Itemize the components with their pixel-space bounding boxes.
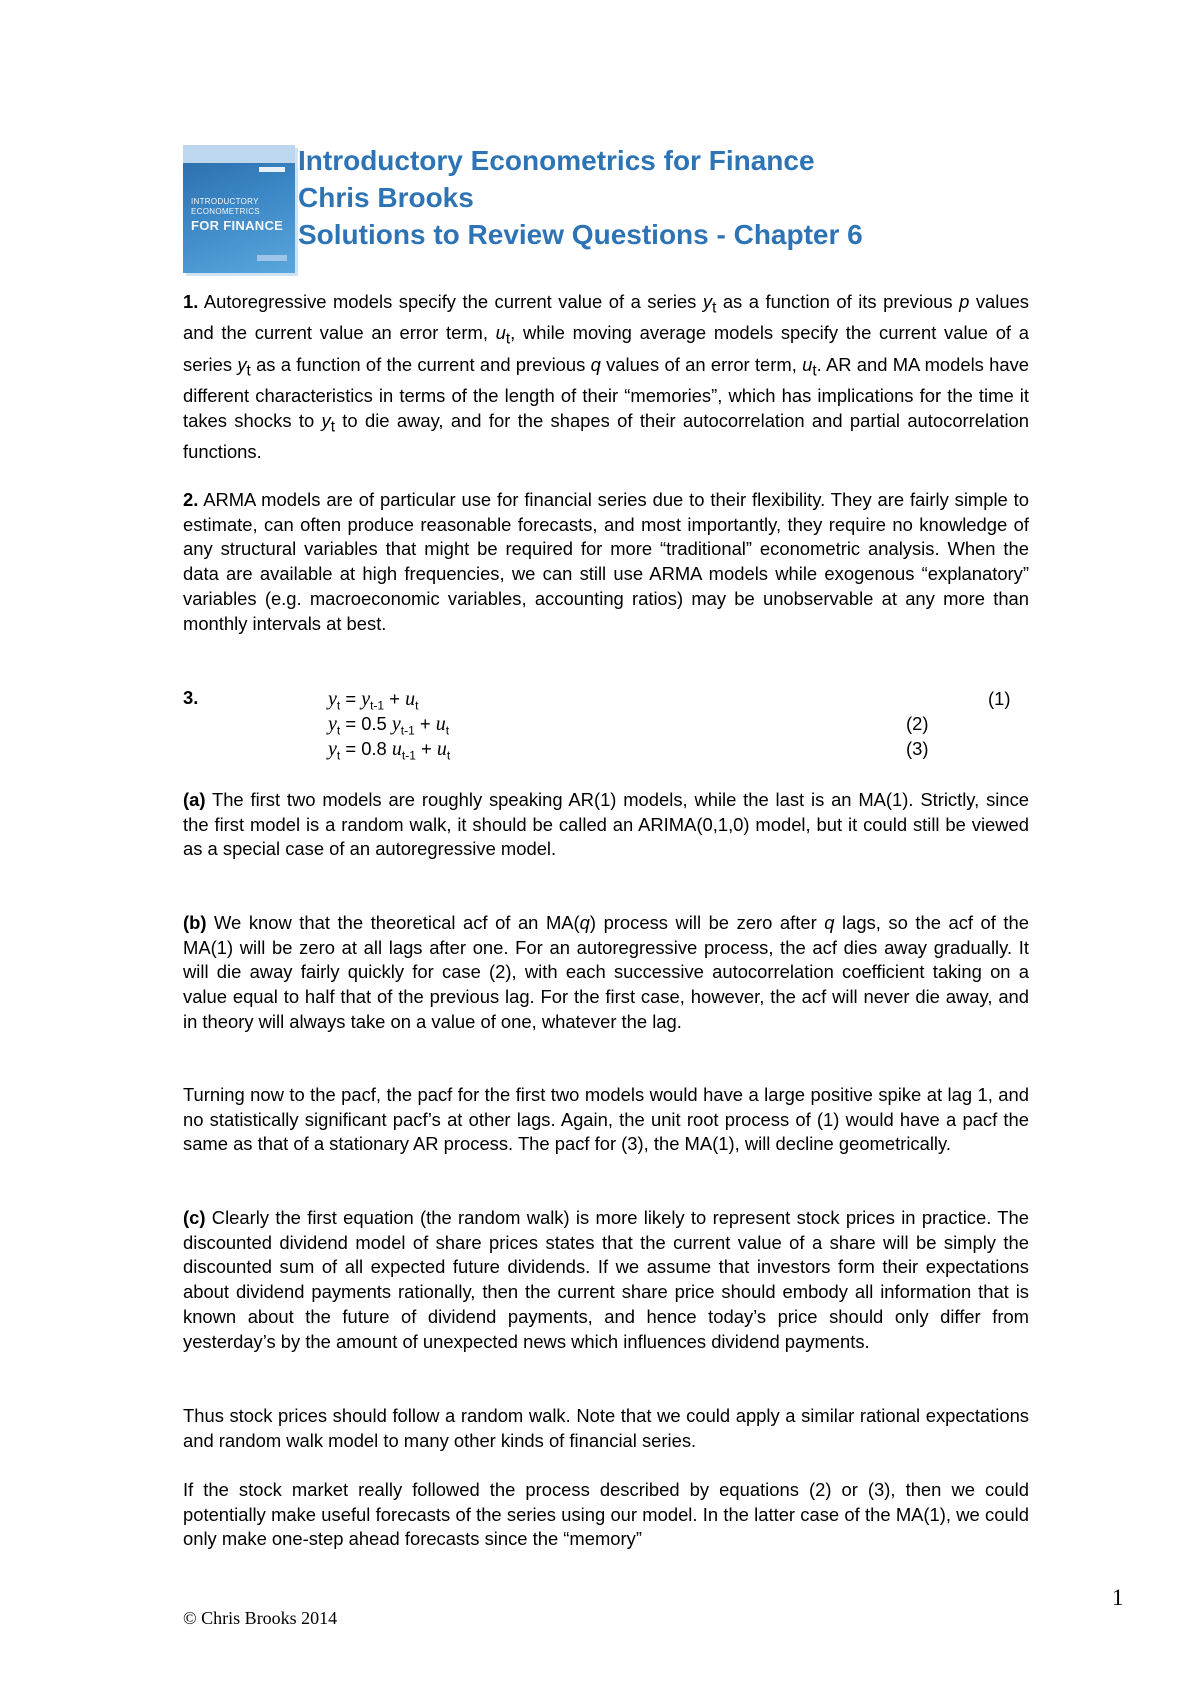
answer-3c-paragraph: (c) Clearly the first equation (the random walk) is more likely to represent stock prices in practice. The discounted dividend model of share prices states that the current value of a share will be simply the discounted sum of all expected future dividends. If we assume that investors form their expectations about dividend payments rationally, then the current share price should embody all information that is known about the future of dividend payments, and hence today’s price should only differ from yesterday’s by the amount of unexpected news which influences dividend payments.: [183, 1207, 1029, 1352]
book-cover-image: [183, 145, 295, 273]
answer-2-paragraph: 2. ARMA models are of particular use for financial series due to their flexibility. They are fairly simple to estimate, can often produce reasonable forecasts, and most importantly, they require no knowledge of any structural variables that might be required for more “traditional” econometric analysis. When the data are available at high frequencies, we can still use ARMA models while exogenous “explanatory” variables (e.g. macroeconomic variables, accounting ratios) may be unobservable at any more than monthly intervals at best.: [183, 489, 1029, 634]
equation-3: $y_t = 0.8$ $u_{t-1} + u_t$: [328, 738, 451, 763]
cover-title-line2: ECONOMETRICS: [191, 207, 260, 216]
copyright-notice: © Chris Brooks 2014: [183, 1608, 338, 1628]
equation-label-3: (3): [906, 738, 929, 759]
equation-label-1: (1): [988, 688, 1011, 709]
equation-2: $y_t = 0.5$ $y_{t-1} + u_t$: [328, 713, 450, 738]
document-subtitle: Solutions to Review Questions - Chapter 6: [298, 219, 863, 250]
cover-edition-label: [257, 255, 287, 261]
cover-title-line3: FOR FINANCE: [191, 218, 284, 233]
answer-3b-paragraph: (b) We know that the theoretical acf of an MA(q) process will be zero after q lags, so the acf of the MA(1) will be zero at all lags after one. For an autoregressive process, the acf dies away gradually. It will die away fairly quickly for case (2), with each successive autocorrelation coefficient taking on a value equal to half that of the previous lag. For the first case, however, the acf will never die away, and in theory will always take on a value of one, whatever the lag.: [183, 912, 1029, 1032]
cover-title-line1: INTRODUCTORY: [191, 197, 259, 206]
question-number: 1.: [183, 291, 199, 312]
equation-label-2: (2): [906, 713, 929, 734]
random-walk-paragraph: Thus stock prices should follow a random walk. Note that we could apply a similar rational expectations and random walk model to many other kinds of financial series.: [183, 1405, 1029, 1451]
answer-1-paragraph: 1. Autoregressive models specify the current value of a series $y_t$ as a function of its previous p values and the current value an error term, $u_t$, while moving average models specify the current value of a series $y_t$ as a function of the current and previous q values of an error term, $u_t$. AR and MA models have different characteristics in terms of the length of their “memories”, which has implications for the time it takes shocks to $y_t$ to die away, and for the shapes of their autocorrelation and partial autocorrelation functions.: [183, 291, 1029, 463]
cover-top-band: [183, 145, 295, 163]
forecast-paragraph: If the stock market really followed the process described by equations (2) or (3), then we could potentially make useful forecasts of the series using our model. In the latter case of the MA(1), we could only make one-step ahead forecasts since the “memory”: [183, 1479, 1029, 1550]
question-number: 3.: [183, 687, 199, 708]
author-name: Chris Brooks: [298, 182, 474, 213]
book-title: Introductory Econometrics for Finance: [298, 145, 815, 176]
page-number: 1: [1112, 1585, 1124, 1610]
equation-1: $y_t = y_{t-1} + u_t$: [328, 688, 419, 713]
question-number: 2.: [183, 489, 199, 510]
pacf-paragraph: Turning now to the pacf, the pacf for the first two models would have a large positive spike at lag 1, and no statistically significant pacf’s at other lags. Again, the unit root process of (1) would have a pacf the same as that of a stationary AR process. The pacf for (3), the MA(1), will decline geometrically.: [183, 1084, 1029, 1155]
publisher-logo: [259, 167, 285, 172]
answer-3a-paragraph: (a) The first two models are roughly speaking AR(1) models, while the last is an MA(1). Strictly, since the first model is a random walk, it should be called an ARIMA(0,1,0) model, but it could still be viewed as a special case of an autoregressive model.: [183, 789, 1029, 860]
